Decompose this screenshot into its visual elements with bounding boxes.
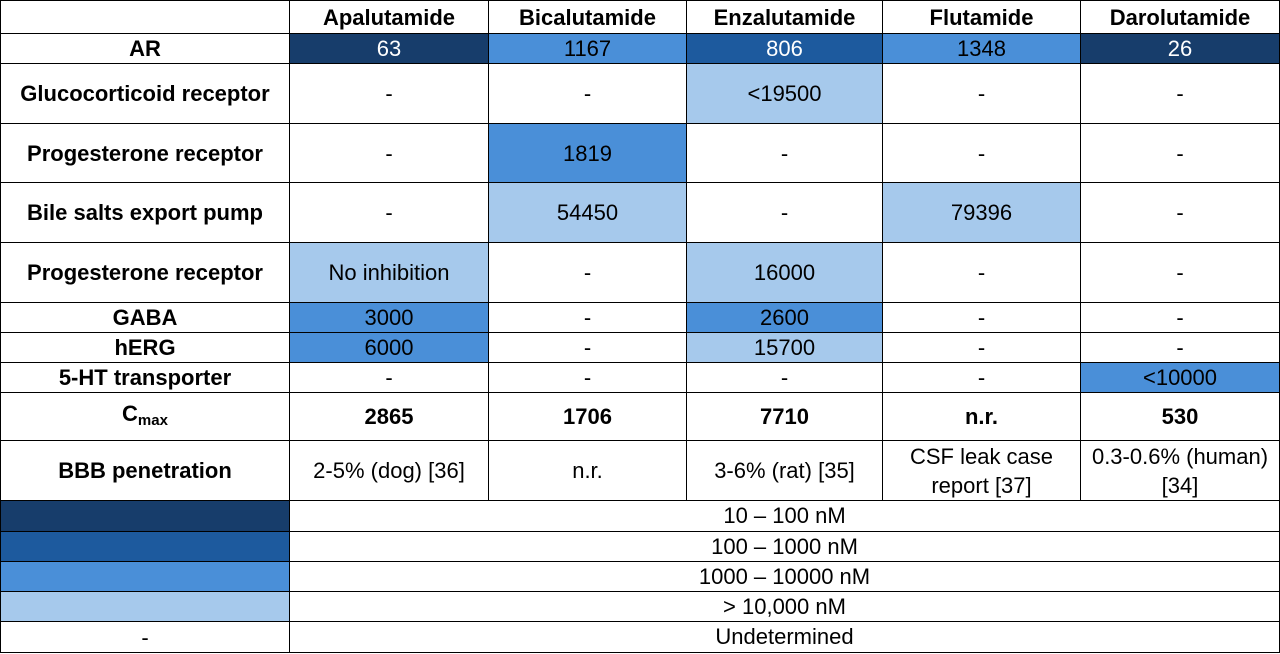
- data-cell: 26: [1081, 34, 1280, 64]
- row-label: Progesterone receptor: [1, 243, 290, 303]
- table-row: [1, 243, 1280, 303]
- table-row: [1, 363, 1280, 393]
- data-cell: No inhibition: [290, 243, 489, 303]
- data-cell: -: [290, 363, 489, 393]
- row-label: Progesterone receptor: [1, 124, 290, 183]
- bbb-value: 0.3-0.6% (human) [34]: [1081, 441, 1280, 501]
- data-cell: 6000: [290, 333, 489, 363]
- cmax-row: [1, 393, 1280, 441]
- cmax-value: 2865: [290, 393, 489, 441]
- data-cell: -: [883, 363, 1081, 393]
- column-header-flutamide: Flutamide: [883, 1, 1081, 34]
- data-cell: -: [687, 124, 883, 183]
- data-cell: -: [489, 303, 687, 333]
- legend-row: [1, 622, 1280, 653]
- cmax-label: [1, 393, 290, 441]
- bbb-value: CSF leak case report [37]: [883, 441, 1081, 501]
- legend-row: [1, 592, 1280, 622]
- legend-swatch: [1, 562, 290, 592]
- data-cell: -: [1081, 243, 1280, 303]
- cmax-value: 1706: [489, 393, 687, 441]
- data-cell: -: [290, 124, 489, 183]
- legend-text: Undetermined: [290, 622, 1280, 653]
- data-cell: 1348: [883, 34, 1081, 64]
- data-cell: -: [1081, 124, 1280, 183]
- data-cell: <19500: [687, 64, 883, 124]
- legend-swatch: [1, 532, 290, 562]
- column-header-apalutamide: Apalutamide: [290, 1, 489, 34]
- header-corner: [1, 1, 290, 34]
- row-label: Glucocorticoid receptor: [1, 64, 290, 124]
- data-cell: -: [883, 243, 1081, 303]
- data-cell: 15700: [687, 333, 883, 363]
- column-header-darolutamide: Darolutamide: [1081, 1, 1280, 34]
- table-row: [1, 333, 1280, 363]
- row-label: 5-HT transporter: [1, 363, 290, 393]
- row-label: AR: [1, 34, 290, 64]
- table-row: [1, 183, 1280, 243]
- data-cell: 806: [687, 34, 883, 64]
- data-cell: <10000: [1081, 363, 1280, 393]
- legend-text: 10 – 100 nM: [290, 501, 1280, 532]
- legend-text: 1000 – 10000 nM: [290, 562, 1280, 592]
- legend-row: [1, 532, 1280, 562]
- data-cell: -: [883, 64, 1081, 124]
- bbb-value: n.r.: [489, 441, 687, 501]
- legend-row: [1, 562, 1280, 592]
- data-cell: -: [687, 183, 883, 243]
- header-row: [1, 1, 1280, 34]
- data-cell: -: [290, 64, 489, 124]
- data-cell: -: [489, 64, 687, 124]
- cmax-label-subscript: max: [137, 411, 168, 429]
- data-cell: -: [489, 243, 687, 303]
- data-cell: -: [1081, 303, 1280, 333]
- table-row: [1, 64, 1280, 124]
- cmax-value: n.r.: [883, 393, 1081, 441]
- column-header-enzalutamide: Enzalutamide: [687, 1, 883, 34]
- table-row: [1, 303, 1280, 333]
- data-cell: 63: [290, 34, 489, 64]
- row-label: GABA: [1, 303, 290, 333]
- table-row: [1, 34, 1280, 64]
- cmax-value: 530: [1081, 393, 1280, 441]
- data-cell: -: [883, 333, 1081, 363]
- row-label: hERG: [1, 333, 290, 363]
- data-cell: 79396: [883, 183, 1081, 243]
- row-label: Bile salts export pump: [1, 183, 290, 243]
- data-cell: -: [489, 363, 687, 393]
- table-row: [1, 124, 1280, 183]
- cmax-label-main: C: [122, 400, 138, 426]
- legend-row: [1, 501, 1280, 532]
- data-cell: 2600: [687, 303, 883, 333]
- data-cell: 3000: [290, 303, 489, 333]
- bbb-label: BBB penetration: [1, 441, 290, 501]
- legend-text: > 10,000 nM: [290, 592, 1280, 622]
- legend-swatch: [1, 501, 290, 532]
- data-cell: 1819: [489, 124, 687, 183]
- data-cell: -: [687, 363, 883, 393]
- data-cell: 16000: [687, 243, 883, 303]
- bbb-row: [1, 441, 1280, 501]
- bbb-value: 2-5% (dog) [36]: [290, 441, 489, 501]
- data-cell: -: [489, 333, 687, 363]
- cmax-value: 7710: [687, 393, 883, 441]
- data-cell: -: [290, 183, 489, 243]
- column-header-bicalutamide: Bicalutamide: [489, 1, 687, 34]
- data-cell: -: [883, 124, 1081, 183]
- data-cell: -: [1081, 333, 1280, 363]
- legend-swatch: [1, 592, 290, 622]
- data-cell: -: [883, 303, 1081, 333]
- bbb-value: 3-6% (rat) [35]: [687, 441, 883, 501]
- data-cell: -: [1081, 183, 1280, 243]
- data-cell: -: [1081, 64, 1280, 124]
- data-cell: 1167: [489, 34, 687, 64]
- legend-text: 100 – 1000 nM: [290, 532, 1280, 562]
- legend-swatch: -: [1, 622, 290, 653]
- data-cell: 54450: [489, 183, 687, 243]
